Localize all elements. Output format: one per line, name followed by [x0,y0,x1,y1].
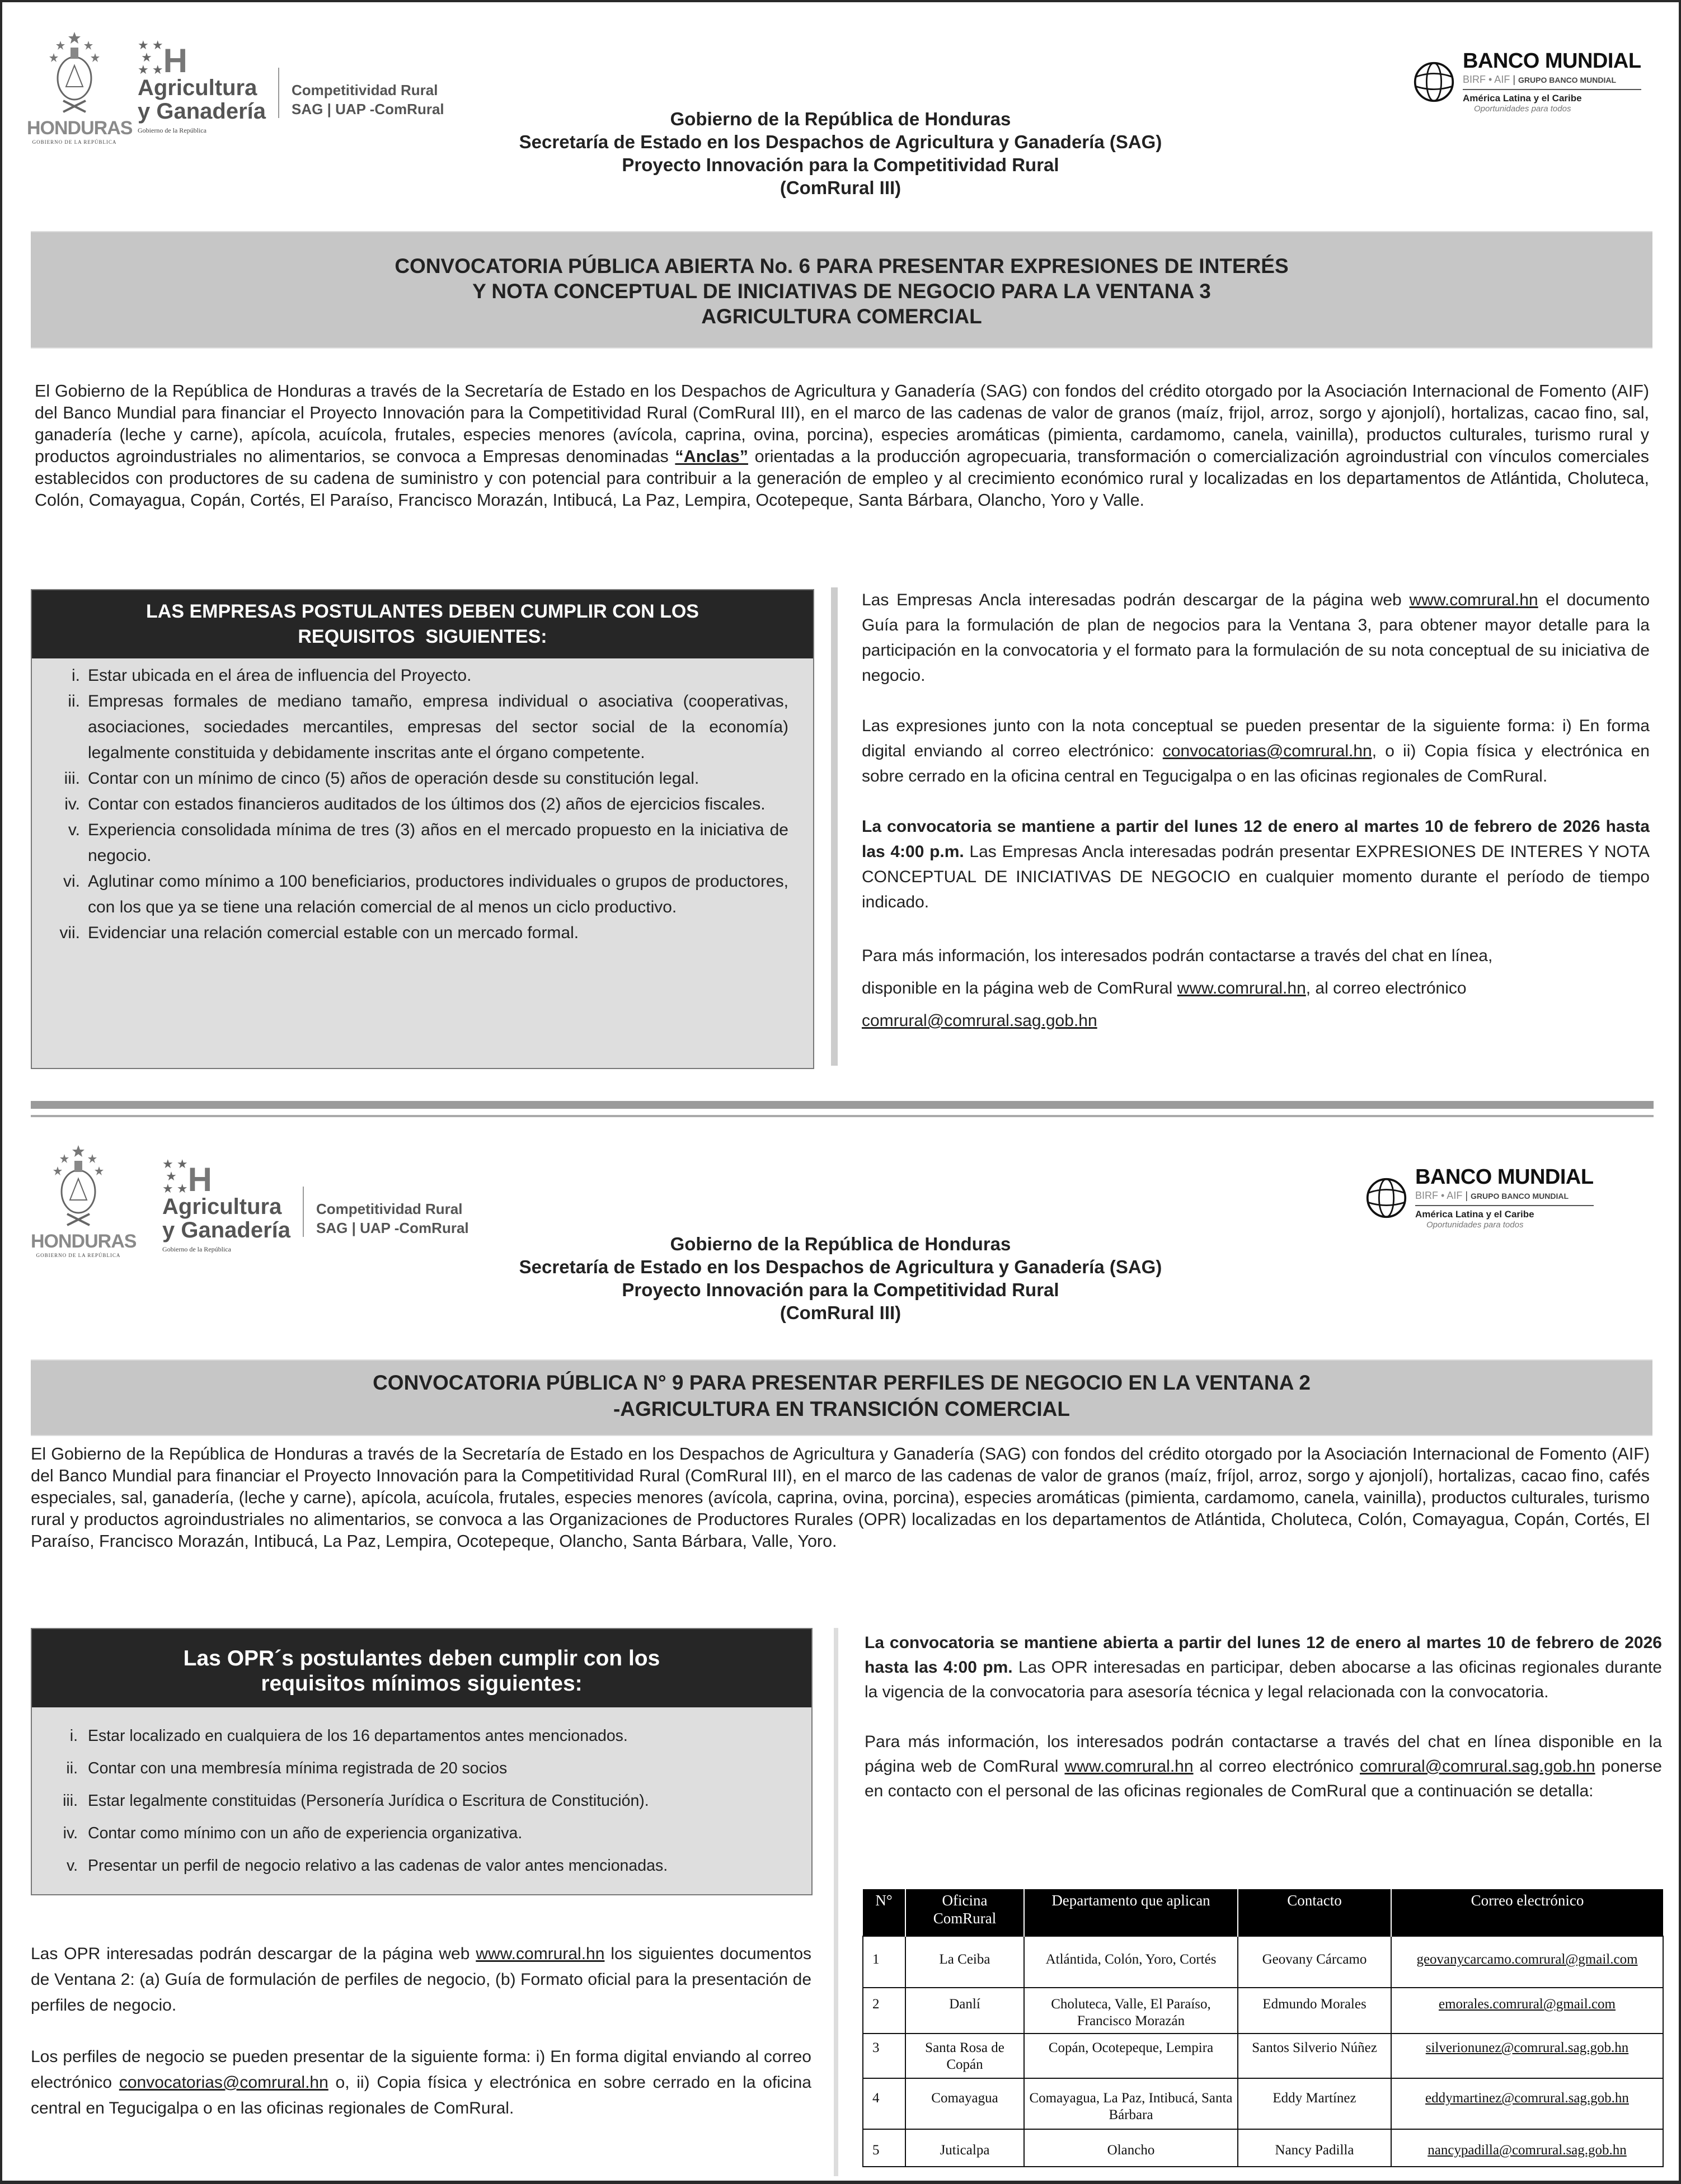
regional-offices-table [862,1889,1664,2167]
world-bank-title: BANCO MUNDIAL [1415,1165,1594,1189]
text-segment: disponible en la página web de ComRural [862,979,1177,997]
honduras-subtitle: GOBIERNO DE LA REPÚBLICA [36,1253,121,1258]
section-separator [31,1101,1654,1109]
cell-contact: Nancy Padilla [1238,2129,1391,2167]
requirement-num: ii. [66,1759,78,1777]
sag-line1: Agricultura [162,1194,282,1219]
text-segment: o, ii) Copia física y electrónica en sobre cerrado en la oficina central en Tegucigalpa o en las oficinas regionales de ComRural. [31,2073,811,2117]
cell-num: 5 [863,2129,905,2167]
text-segment: Para más información, los interesados podrán contactarse a través del chat en línea, [862,947,1493,965]
text-segment: Para más información, los interesados podrán contactarse a través del chat en línea disponible en la página web de ComRural [865,1733,1662,1776]
header-line3: Proyecto Innovación para la Competitividad Rural [622,1279,1059,1300]
text-segment: al correo electrónico [1193,1757,1360,1776]
call1-deadline-paragraph [862,814,1650,915]
text-segment: los siguientes documentos de Ventana 2: (a) Guía de formulación de perfiles de negocio, (b) Formato oficial para la presentación de perfiles de negocio. [31,1945,812,2014]
comrural-website-link[interactable]: www.comrural.hn [1177,979,1306,997]
text-segment: ponerse en contacto con el personal de las oficinas regionales de ComRural que a continuación se detalla: [865,1757,1662,1800]
call2-title-line1: CONVOCATORIA PÚBLICA N° 9 PARA PRESENTAR PERFILES DE NEGOCIO EN LA VENTANA 2 [373,1371,1311,1394]
cell-num: 4 [863,2078,905,2129]
world-bank-slogan: Oportunidades para todos [1426,1220,1524,1230]
call1-intro-anclas: “Anclas” [675,447,748,466]
text-segment: Las expresiones junto con la nota conceptual se pueden presentar de la siguiente forma: i) En forma digital enviando al correo electrónico: [862,717,1650,760]
honduras-wordmark: HONDURAS [27,117,133,139]
text-segment: Los perfiles de negocio se pueden presentar de la siguiente forma: i) En forma digital enviando al correo electrónico [31,2048,811,2092]
comrural-email-link[interactable]: comrural@comrural.sag.gob.hn [862,1011,1097,1030]
call2-submission-paragraph [31,2044,811,2121]
sag-line1: Agricultura [138,76,257,100]
call1-right-column [862,587,1650,1037]
sag-divider [303,1187,304,1237]
call2-title-banner [31,1359,1652,1436]
honduras-subtitle: GOBIERNO DE LA REPÚBLICA [32,139,117,145]
requirement-text: Empresas formales de mediano tamaño, empresa individual o asociativa (cooperativas, asociaciones, sociedades mercantiles, empresas del sector social de la economía) legalmente constituida y debidamente inscritas ante el órgano competente. [88,692,788,762]
requirement-item [43,1849,795,1882]
requirement-item [43,663,788,689]
cell-office: La Ceiba [905,1936,1024,1988]
cell-contact: Edmundo Morales [1238,1988,1391,2034]
table-row [863,2129,1663,2167]
cell-departments: Atlántida, Colón, Yoro, Cortés [1024,1936,1238,1988]
cell-email-link[interactable]: nancypadilla@comrural.sag.gob.hn [1428,2143,1627,2158]
cell-num: 3 [863,2034,905,2078]
col-header-num: N° [863,1889,905,1936]
table-row [863,2034,1663,2078]
deadline-bold: La convocatoria se mantiene a partir del lunes 12 de enero al martes 10 de febrero de 2026 hasta las 4:00 p.m. [862,817,1650,861]
requirement-num: vii. [59,924,80,942]
stars-icon: ★ ★ ★ ★ ★ [138,38,163,77]
globe-icon [1413,61,1455,103]
col-header-email: Correo electrónico [1391,1889,1663,1936]
call1-req-title-line1: LAS EMPRESAS POSTULANTES DEBEN CUMPLIR CON LOS [146,601,699,622]
world-bank-title: BANCO MUNDIAL [1463,49,1641,73]
header-line4: (ComRural III) [780,177,901,198]
cell-email-link[interactable]: geovanycarcamo.comrural@gmail.com [1416,1952,1638,1967]
call2-requirements-list [32,1707,811,1882]
h-mark-icon: H [187,1161,212,1198]
call2-requirements-header [32,1629,811,1707]
requirement-item [43,792,788,817]
requirement-num: iv. [64,795,80,813]
requirement-item [43,869,788,920]
cell-departments: Copán, Ocotepeque, Lempira [1024,2034,1238,2078]
requirement-text: Estar localizado en cualquiera de los 16 departamentos antes mencionados. [88,1727,628,1745]
requirement-num: iii. [64,769,80,788]
text-segment: el documento Guía para la formulación de plan de negocios para la Ventana 3, para obtener mayor detalle para la participación en la convocatoria y el formato para la formulación de su nota conceptual de su iniciativa de negocio. [862,591,1650,685]
world-bank-region: América Latina y el Caribe [1415,1209,1534,1220]
requirement-text: Experiencia consolidada mínima de tres (3) años en el mercado propuesto en la iniciativa de negocio. [88,821,788,865]
table-row [863,2078,1663,2129]
honduras-crest-icon [48,1144,109,1228]
requirement-text: Contar con una membresía mínima registrada de 20 socios [88,1759,508,1777]
call1-title-banner [31,231,1652,349]
requirement-text: Evidenciar una relación comercial estable con un mercado formal. [88,924,579,942]
call1-req-title-line2: REQUISITOS SIGUIENTES: [298,626,547,647]
requirement-text: Estar legalmente constituidas (Personería Jurídica o Escritura de Constitución). [88,1792,649,1810]
government-header [0,1232,1681,1324]
requirement-num: iv. [63,1824,78,1842]
requirement-text: Contar como mínimo con un año de experiencia organizativa. [88,1824,523,1842]
world-bank-logo: BANCO MUNDIAL BIRF • AIF | GRUPO BANCO MUNDIAL América Latina y el Caribe Oportunidades para todos [1413,50,1641,114]
requirement-num: ii. [68,692,80,710]
cell-email-link[interactable]: silverionunez@comrural.sag.gob.hn [1425,2040,1629,2055]
requirement-num: vi. [63,872,80,891]
world-bank-group: GRUPO BANCO MUNDIAL [1471,1192,1569,1201]
requirement-num: v. [66,1857,78,1875]
cell-departments: Olancho [1024,2129,1238,2167]
column-divider [834,1628,838,2176]
requirement-text: Presentar un perfil de negocio relativo a las cadenas de valor antes mencionadas. [88,1857,668,1875]
honduras-crest-icon [44,31,105,115]
header-line2: Secretaría de Estado en los Despachos de Agricultura y Ganadería (SAG) [519,1256,1162,1277]
cell-office: Comayagua [905,2078,1024,2129]
call1-requirements-header [32,590,813,658]
col-header-office: Oficina ComRural [905,1889,1024,1936]
requirement-item [43,1817,795,1849]
call2-title-line2: -AGRICULTURA EN TRANSICIÓN COMERCIAL [613,1397,1070,1420]
comrural-website-link[interactable]: www.comrural.hn [476,1945,605,1963]
call1-download-paragraph [862,587,1650,688]
cell-email-link[interactable]: eddymartinez@comrural.sag.gob.hn [1425,2091,1629,2106]
world-bank-logo: BANCO MUNDIAL BIRF • AIF | GRUPO BANCO MUNDIAL América Latina y el Caribe Oportunidades para todos [1365,1166,1594,1230]
cell-office: Juticalpa [905,2129,1024,2167]
sag-right-line2: SAG | UAP -ComRural [316,1220,469,1237]
sag-right-line1: Competitividad Rural [316,1201,463,1218]
call1-requirements-box [31,589,814,1069]
sag-line2: y Ganadería [162,1218,291,1242]
col-header-departments: Departamento que aplican [1024,1889,1238,1936]
call1-submission-paragraph [862,713,1650,789]
header-line1: Gobierno de la República de Honduras [670,1234,1011,1254]
header-line3: Proyecto Innovación para la Competitividad Rural [622,154,1059,175]
requirement-item [43,766,788,792]
requirement-text: Aglutinar como mínimo a 100 beneficiarios, productores individuales o grupos de productores, con los que ya se tiene una relación comercial de al menos un ciclo productivo. [88,872,788,916]
government-header [0,107,1681,199]
cell-num: 2 [863,1988,905,2034]
world-bank-slogan: Oportunidades para todos [1474,104,1571,114]
requirement-num: i. [69,1727,78,1745]
call1-contact-paragraph [862,940,1650,1037]
requirement-num: i. [72,666,80,685]
text-segment: Las Empresas Ancla interesadas podrán presentar EXPRESIONES DE INTERES Y NOTA CONCEPTUAL DE INICIATIVAS DE NEGOCIO en cualquier momento durante el período de tiempo indicado. [862,842,1650,911]
requirement-item [43,817,788,869]
call2-contact-paragraph [865,1730,1662,1804]
call1-title-line3: AGRICULTURA COMERCIAL [701,305,982,328]
world-bank-birf: BIRF • AIF [1415,1190,1463,1201]
world-bank-region: América Latina y el Caribe [1463,93,1582,103]
sag-line2: y Ganadería [138,99,266,124]
convocatorias-email-link[interactable]: convocatorias@comrural.hn [1162,742,1372,760]
requirement-text: Contar con un mínimo de cinco (5) años de operación desde su constitución legal. [88,769,699,788]
text-segment: Las Empresas Ancla interesadas podrán descargar de la página web [862,591,1410,609]
convocatorias-email-link[interactable]: convocatorias@comrural.hn [119,2073,328,2092]
text-segment: , al correo electrónico [1306,979,1467,997]
sag-gobierno: Gobierno de la República [138,126,206,134]
table-row [863,1936,1663,1988]
cell-num: 1 [863,1936,905,1988]
header-line1: Gobierno de la República de Honduras [670,109,1011,129]
cell-office: Danlí [905,1988,1024,2034]
world-bank-group: GRUPO BANCO MUNDIAL [1518,76,1617,84]
call2-download-paragraph [31,1941,811,2018]
requirement-item [43,920,788,946]
section-separator-thin [31,1115,1654,1117]
col-header-contact: Contacto [1238,1889,1391,1936]
sag-right-line1: Competitividad Rural [292,82,438,99]
requirement-text: Contar con estados financieros auditados de los últimos dos (2) años de ejercicios fiscales. [88,795,766,813]
cell-contact: Geovany Cárcamo [1238,1936,1391,1988]
call1-requirements-list [32,658,813,946]
text-segment: Las OPR interesadas podrán descargar de la página web [31,1945,476,1963]
table-header-row [863,1889,1663,1936]
table-row [863,1988,1663,2034]
requirement-num: iii. [63,1792,78,1810]
text-segment: Las OPR interesadas en participar, deben abocarse a las oficinas regionales durante la vigencia de la convocatoria para asesoría técnica y legal relacionada con la convocatoria. [865,1658,1662,1701]
requirement-text: Estar ubicada en el área de influencia del Proyecto. [88,666,472,685]
stars-icon: ★ ★ ★ ★ ★ [162,1157,188,1195]
h-mark-icon: H [163,42,187,79]
cell-contact: Eddy Martínez [1238,2078,1391,2129]
call2-deadline-paragraph [865,1631,1662,1705]
requirement-item [43,689,788,766]
call1-title-line2: Y NOTA CONCEPTUAL DE INICIATIVAS DE NEGOCIO PARA LA VENTANA 3 [472,280,1211,303]
call2-right-column [865,1631,1662,1829]
call1-intro [35,380,1649,511]
sag-gobierno: Gobierno de la República [162,1245,231,1253]
deadline-bold: La convocatoria se mantiene abierta a partir del lunes 12 de enero al martes 10 de febrero de 2026 hasta las 4:00 pm. [865,1634,1662,1677]
header-line2: Secretaría de Estado en los Despachos de Agricultura y Ganadería (SAG) [519,131,1162,152]
cell-office: Santa Rosa de Copán [905,2034,1024,2078]
call2-req-title-line2: requisitos mínimos siguientes: [261,1672,583,1696]
call1-intro-a: El Gobierno de la República de Honduras a través de la Secretaría de Estado en los Despachos de Agricultura y Ganadería (SAG) con fondos del crédito otorgado por la Asociación Internacional de Fomento (AIF) del Banco Mundial para financiar el Proyecto Innovación para la Competitividad Rural (ComRural III), en el marco de las cadenas de valor de granos (maíz, frijol, arroz, sorgo y ajonjolí), hortalizas, cacao fino, sal, ganadería (leche y carne), apícola, acuícola, frutales, especies menores (avícola, caprina, ovina, porcina), especies aromáticas (pimienta, cardamomo, canela, vainilla), productos culturales, turismo rural y productos agroindustriales no alimentarios, se convoca a Empresas denominadas [35,382,1649,466]
cell-departments: Comayagua, La Paz, Intibucá, Santa Bárbara [1024,2078,1238,2129]
column-divider [831,587,838,1066]
requirement-item [43,1785,795,1817]
comrural-website-link[interactable]: www.comrural.hn [1064,1757,1194,1776]
world-bank-birf: BIRF • AIF [1463,74,1510,85]
comrural-website-link[interactable]: www.comrural.hn [1409,591,1538,609]
sag-right-line2: SAG | UAP -ComRural [292,101,444,118]
call2-intro: El Gobierno de la República de Honduras a través de la Secretaría de Estado en los Despachos de Agricultura y Ganadería (SAG) con fondos del crédito otorgado por la Asociación Internacional de Fomento (AIF) del Banco Mundial para financiar el Proyecto Innovación para la Competitividad Rural (ComRural III), en el marco de las cadenas de valor de granos (maíz, fríjol, arroz, sorgo y ajonjolí), hortalizas, cacao fino, cafés especiales, sal, ganadería, (leche y carne), apícola, acuícola, frutales, especies menores (avícola, caprina, ovina, porcina), especies aromáticas (pimienta, cardamomo, canela, vainilla), productos culturales, turismo rural y productos agroindustriales no alimentarios, se convoca a las Organizaciones de Productores Rurales (OPR) localizadas en los departamentos de Atlántida, Choluteca, Colón, Comayagua, Copán, Cortés, El Paraíso, Francisco Morazán, Intibucá, La Paz, Lempira, Ocotepeque, Olancho, Santa Bárbara, Valle, Yoro. [31,1444,1650,1551]
honduras-wordmark: HONDURAS [31,1231,137,1252]
requirement-item [43,1720,795,1752]
call2-req-title-line1: Las OPR´s postulantes deben cumplir con los [183,1646,660,1670]
call2-requirements-box [31,1628,813,1895]
globe-icon [1365,1177,1407,1219]
requirement-num: v. [68,821,80,839]
cell-email-link[interactable]: emorales.comrural@gmail.com [1439,1997,1616,2012]
text-segment: , o ii) Copia física y electrónica en sobre cerrado en la oficina central en Tegucigalpa o en las oficinas regionales de ComRural. [862,742,1650,785]
call1-title-line1: CONVOCATORIA PÚBLICA ABIERTA No. 6 PARA PRESENTAR EXPRESIONES DE INTERÉS [395,255,1289,277]
header-line4: (ComRural III) [780,1302,901,1323]
comrural-email-link[interactable]: comrural@comrural.sag.gob.hn [1359,1757,1595,1776]
cell-departments: Choluteca, Valle, El Paraíso, Francisco Morazán [1024,1988,1238,2034]
call2-left-column [31,1941,811,2147]
requirement-item [43,1752,795,1785]
call1-intro-b: orientadas a la producción agropecuaria, transformación o comercialización agroindustrial con vínculos comerciales establecidos con productores de su cadena de suministro y con potencial para contribuir a la generación de empleo y al crecimiento económico rural y localizadas en los departamentos de Atlántida, Choluteca, Colón, Comayagua, Copán, Cortés, El Paraíso, Francisco Morazán, Intibucá, La Paz, Lempira, Ocotepeque, Santa Bárbara, Olancho, Yoro y Valle. [35,447,1649,510]
cell-contact: Santos Silverio Núñez [1238,2034,1391,2078]
